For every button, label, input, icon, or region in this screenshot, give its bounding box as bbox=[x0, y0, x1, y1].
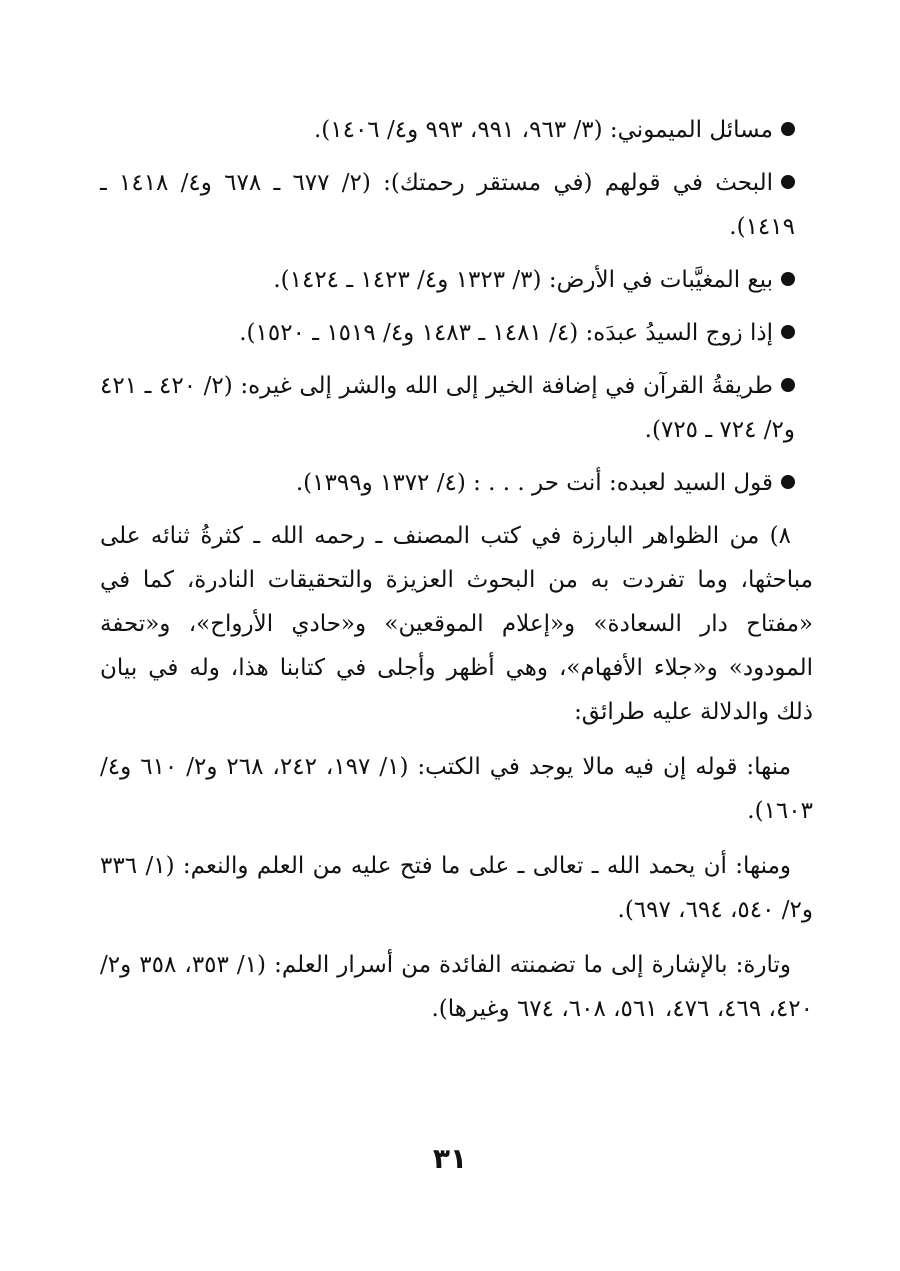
bullet-text: قول السيد لعبده: أنت حر . . . : (٤/ ١٣٧٢ و١٣٩٩). bbox=[295, 470, 773, 496]
bullet-dot-icon bbox=[781, 378, 795, 392]
bullet-dot-icon bbox=[781, 325, 795, 339]
paragraph-indication: وتارة: بالإشارة إلى ما تضمنته الفائدة من أسرار العلم: (١/ ٣٥٣، ٣٥٨ و٢/ ٤٢٠، ٤٦٩، ٤٧٦، ٥٦١، ٦٠٨، ٦٧٤ وغيرها). bbox=[100, 952, 813, 1022]
bullet-item bbox=[100, 311, 813, 355]
bullet-item bbox=[100, 461, 813, 505]
bullet-item bbox=[100, 108, 813, 152]
paragraph-praise: ومنها: أن يحمد الله ـ تعالى ـ على ما فتح عليه من العلم والنعم: (١/ ٣٣٦ و٢/ ٥٤٠، ٦٩٤، ٦٩٧). bbox=[100, 853, 813, 923]
page-body bbox=[100, 108, 813, 1042]
bullet-dot-icon bbox=[781, 475, 795, 489]
bullet-dot-icon bbox=[781, 272, 795, 286]
bullet-dot-icon bbox=[781, 122, 795, 136]
paragraph-no-parallel: منها: قوله إن فيه مالا يوجد في الكتب: (١/ ١٩٧، ٢٤٢، ٢٦٨ و٢/ ٦١٠ و٤/ ١٦٠٣). bbox=[100, 754, 813, 824]
bullet-item bbox=[100, 258, 813, 302]
bullet-item bbox=[100, 364, 813, 452]
bullet-dot-icon bbox=[781, 175, 795, 189]
bullet-text: مسائل الميموني: (٣/ ٩٦٣، ٩٩١، ٩٩٣ و٤/ ١٤٠٦). bbox=[313, 117, 773, 143]
bullet-text: إذا زوج السيدُ عبدَه: (٤/ ١٤٨١ ـ ١٤٨٣ و٤/ ١٥١٩ ـ ١٥٢٠). bbox=[239, 320, 773, 346]
bullet-text: البحث في قولهم (في مستقر رحمتك): (٢/ ٦٧٧ ـ ٦٧٨ و٤/ ١٤١٨ ـ ١٤١٩). bbox=[100, 170, 795, 240]
paragraph-point-8: ٨) من الظواهر البارزة في كتب المصنف ـ رحمه الله ـ كثرةُ ثنائه على مباحثها، وما تفردت به من البحوث العزيزة والتحقيقات النادرة، كما في «مفتاح دار السعادة» و«إعلام الموقعين» و«حادي الأرواح»، و«تحفة المودود» و«جلاء الأفهام»، وهي أظهر وأجلى في كتابنا هذا، وله في بيان ذلك والدلالة عليه طرائق: bbox=[100, 523, 813, 725]
page-number: ٣١ bbox=[432, 1142, 468, 1175]
bullet-item bbox=[100, 161, 813, 249]
bullet-text: بيع المغيَّبات في الأرض: (٣/ ١٣٢٣ و٤/ ١٤٢٣ ـ ١٤٢٤). bbox=[273, 267, 773, 293]
bullet-text: طريقةُ القرآن في إضافة الخير إلى الله والشر إلى غيره: (٢/ ٤٢٠ ـ ٤٢١ و٢/ ٧٢٤ ـ ٧٢٥). bbox=[100, 373, 795, 443]
